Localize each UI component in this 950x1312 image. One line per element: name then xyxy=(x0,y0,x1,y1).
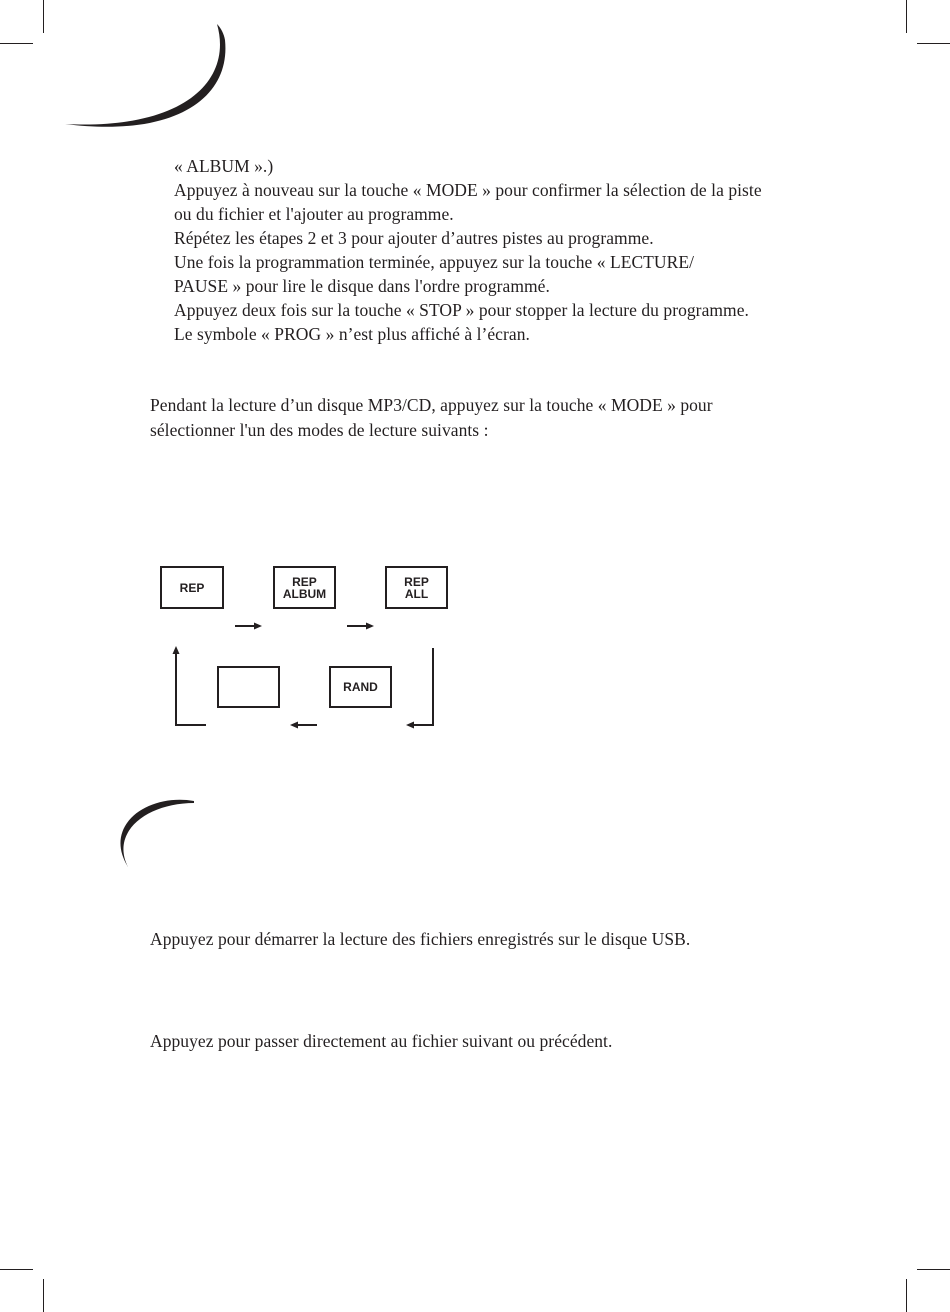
crop-mark xyxy=(0,1269,33,1270)
usb-skip-text: Appuyez pour passer directement au fichier suivant ou précédent. xyxy=(150,1031,613,1051)
step-line: Répétez les étapes 2 et 3 pour ajouter d’autres pistes au programme. xyxy=(174,228,654,248)
mode-box-rep xyxy=(160,566,224,609)
mode-box-rep-album xyxy=(273,566,336,609)
step-line: Appuyez deux fois sur la touche « STOP » pour stopper la lecture du programme. xyxy=(174,300,749,320)
crop-mark xyxy=(906,1279,907,1312)
paragraph-line: Pendant la lecture d’un disque MP3/CD, appuyez sur la touche « MODE » pour xyxy=(150,395,713,415)
decorative-swoosh-section xyxy=(108,795,208,875)
crop-mark xyxy=(917,1269,950,1270)
usb-play-text: Appuyez pour démarrer la lecture des fichiers enregistrés sur le disque USB. xyxy=(150,929,691,949)
step-line: « ALBUM ».) xyxy=(174,156,274,176)
step-line: Le symbole « PROG » n’est plus affiché à l’écran. xyxy=(174,324,530,344)
mode-box-label: REP ALBUM xyxy=(282,574,327,601)
crop-mark xyxy=(906,0,907,33)
step-line: Appuyez à nouveau sur la touche « MODE » pour confirmer la sélection de la piste xyxy=(174,180,762,200)
mode-box-label: REP ALL xyxy=(404,574,429,601)
mode-box-rep-all xyxy=(385,566,448,609)
mode-cycle-arrows xyxy=(160,610,450,735)
step-line: ou du fichier et l'ajouter au programme. xyxy=(174,204,454,224)
decorative-swoosh-top xyxy=(55,10,235,140)
mode-box-label: RAND xyxy=(343,680,378,694)
step-line: PAUSE » pour lire le disque dans l'ordre programmé. xyxy=(174,276,550,296)
paragraph-line: sélectionner l'un des modes de lecture suivants : xyxy=(150,420,489,440)
step-line: Une fois la programmation terminée, appuyez sur la touche « LECTURE/ xyxy=(174,252,694,272)
mode-box-label: REP xyxy=(179,580,205,595)
crop-mark xyxy=(43,1279,44,1312)
crop-mark xyxy=(43,0,44,33)
crop-mark xyxy=(917,43,950,44)
crop-mark xyxy=(0,43,33,44)
